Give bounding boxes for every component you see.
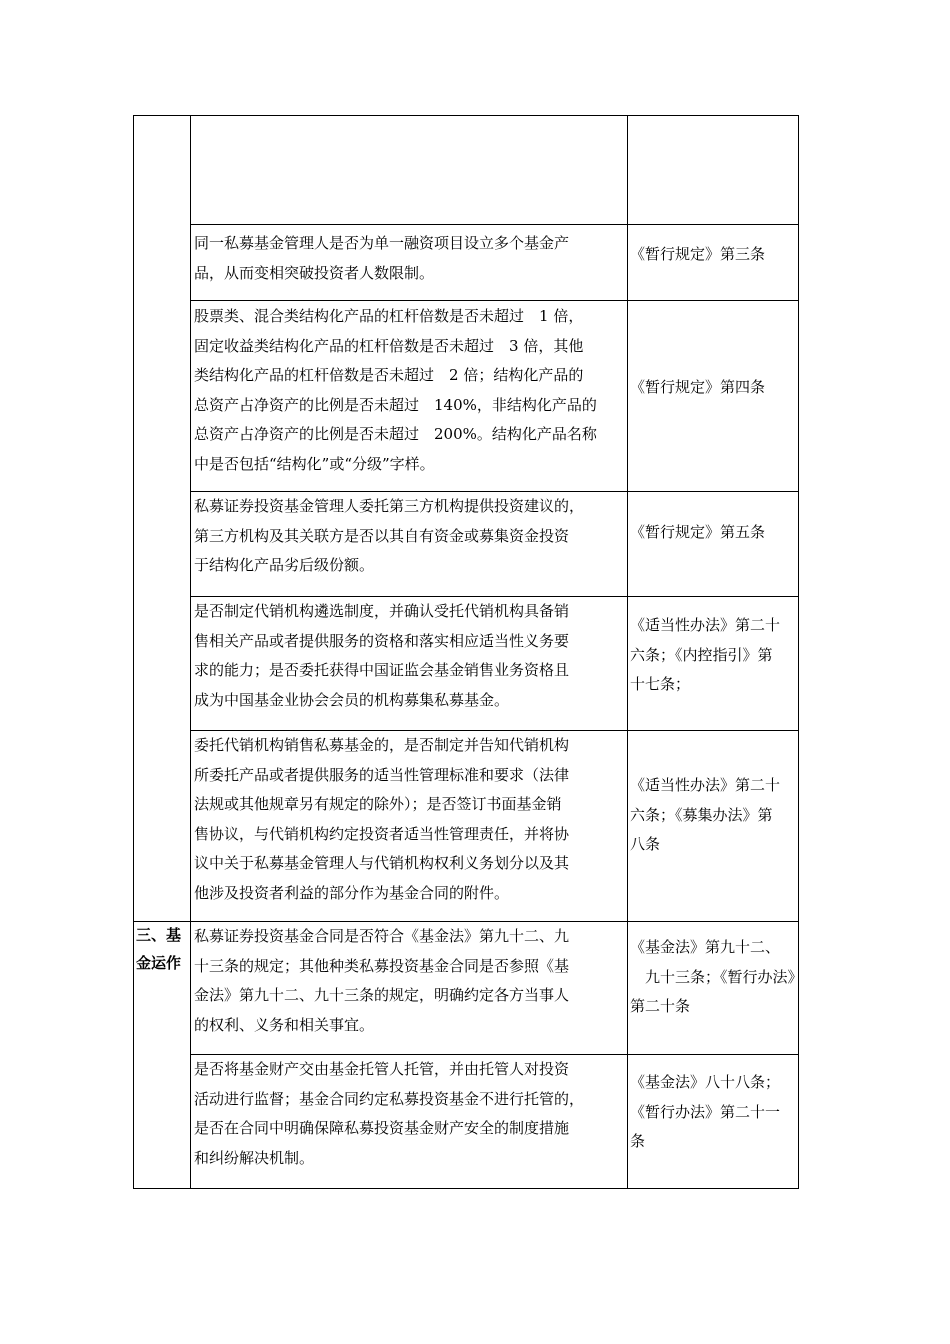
row-divider xyxy=(190,224,799,225)
check-item-text: 私募证券投资基金管理人委托第三方机构提供投资建议的， 第三方机构及其关联方是否以其自有资金或募集资金投资 于结构化产品劣后级份额。 xyxy=(194,497,585,574)
table-border-right xyxy=(798,115,799,1189)
regulation-reference: 《基金法》第九十二、 九十三条；《暂行办法》 第二十条 xyxy=(630,938,803,1015)
check-item-text: 委托代销机构销售私募基金的，是否制定并告知代销机构 所委托产品或者提供服务的适当性管理标准和要求（法律 法规或其他规章另有规定的除外）；是否签订书面基金销 售协议，与代销机构约定投资者适当性管理责任，并将协 议中关于私募基金管理人与代销机构权利义务划分以及其 他涉及投资者利益的部分作为基金合同的附件。 xyxy=(194,736,570,902)
row-divider xyxy=(190,300,799,301)
review-table xyxy=(133,115,803,1189)
regulation-reference: 《适当性办法》第二十 六条；《募集办法》第 八条 xyxy=(630,776,781,853)
column-divider-1 xyxy=(190,115,191,1189)
section-label: 三、基 金运作 xyxy=(136,926,182,972)
regulation-reference: 《适当性办法》第二十 六条；《内控指引》第 十七条； xyxy=(630,616,781,693)
check-item-text: 股票类、混合类结构化产品的杠杆倍数是否未超过 1 倍， 固定收益类结构化产品的杠杆倍数是否未超过 3 倍，其他 类结构化产品的杠杆倍数是否未超过 2 倍；结构化产品的 总资产占净资产的比例是否未超过 140%，非结构化产品的 总资产占净资产的比例是否未超过 200%。结构化产品名称 中是否包括“结构化”或“分级”字样。 xyxy=(194,307,597,473)
table-border-top xyxy=(133,115,799,116)
regulation-reference: 《基金法》八十八条； 《暂行办法》第二十一 条 xyxy=(630,1073,781,1150)
regulation-reference: 《暂行规定》第三条 xyxy=(630,245,766,263)
check-item-text: 私募证券投资基金合同是否符合《基金法》第九十二、九 十三条的规定；其他种类私募投资基金合同是否参照《基 金法》第九十二、九十三条的规定，明确约定各方当事人 的权利、义务和相关事宜。 xyxy=(194,927,570,1034)
check-item-text: 是否制定代销机构遴选制度，并确认受托代销机构具备销 售相关产品或者提供服务的资格和落实相应适当性义务要 求的能力；是否委托获得中国证监会基金销售业务资格且 成为中国基金业协会会员的机构募集私募基金。 xyxy=(194,602,570,709)
table-border-left xyxy=(133,115,134,1189)
table-border-bottom xyxy=(133,1188,799,1189)
column-divider-2 xyxy=(627,115,628,1189)
regulation-reference: 《暂行规定》第五条 xyxy=(630,523,766,541)
check-item-text: 同一私募基金管理人是否为单一融资项目设立多个基金产 品，从而变相突破投资者人数限制。 xyxy=(194,234,570,282)
check-item-text: 是否将基金财产交由基金托管人托管，并由托管人对投资 活动进行监督；基金合同约定私募投资基金不进行托管的， 是否在合同中明确保障私募投资基金财产安全的制度措施 和纠纷解决机制。 xyxy=(194,1060,585,1167)
regulation-reference: 《暂行规定》第四条 xyxy=(630,378,766,396)
